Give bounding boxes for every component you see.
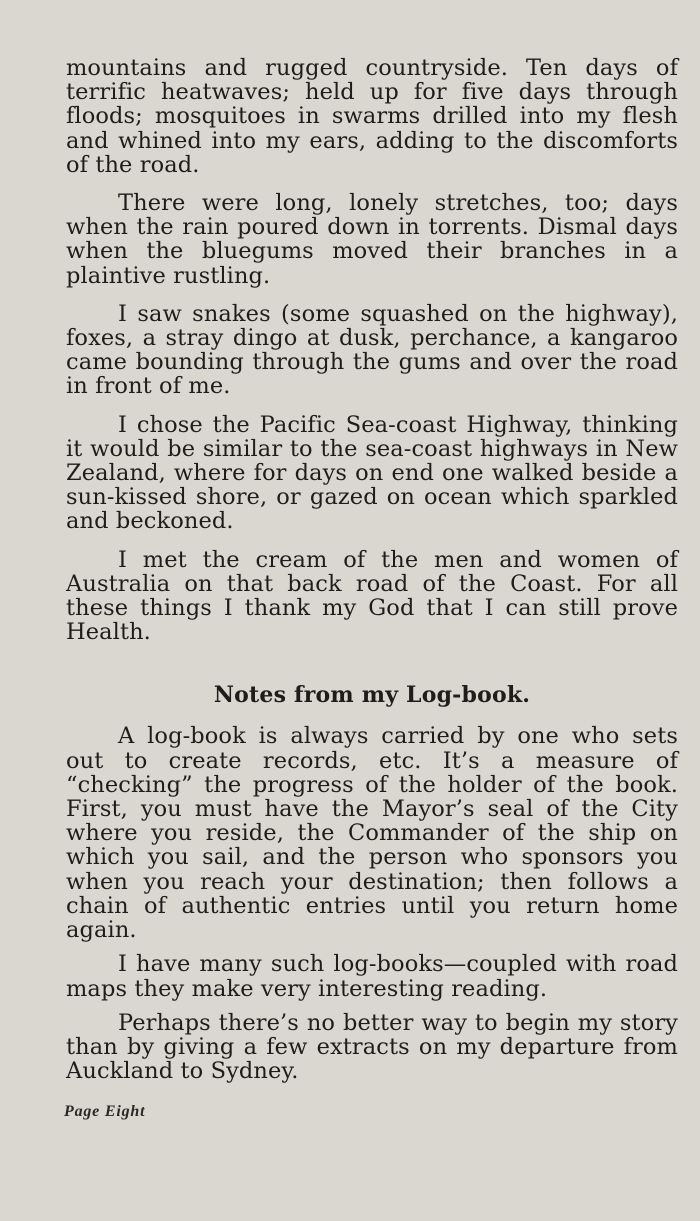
paragraph-highway-choice: I chose the Pacific Sea-coast Highway, thinking it would be similar to the sea-coast highways in New Zealand, where for days on end one walked beside a sun-kissed shore, or gazed on ocean which sparkled and beckoned. (66, 411, 678, 535)
paragraph-log-book-explanation: A log-book is always carried by one who sets out to create records, etc. It’s a measure of “checking” the progress of the holder of the book. First, you must have the Mayor’s seal of the City where you reside, the Commander of the ship on which you sail, and the person who sponsors you when you reach your destination; then follows a chain of authentic entries until you return home again. (66, 723, 678, 944)
paragraph-hardships: mountains and rugged countryside. Ten days of terrific heatwaves; held up for five days through floods; mosquitoes in swarms drilled into my flesh and whined into my ears, adding to the discomforts of the road. (66, 55, 678, 178)
paragraph-many-log-books: I have many such log-books—coupled with road maps they make very interesting reading. (66, 951, 678, 1002)
page-number-footer: Page Eight (64, 1103, 146, 1120)
paragraph-people-met: I met the cream of the men and women of Australia on that back road of the Coast. For all these things I thank my God that I can still prove Health. (66, 546, 678, 646)
section-heading: Notes from my Log-book. (213, 682, 531, 709)
paragraph-begin-story: Perhaps there’s no better way to begin my story than by giving a few extracts on my departure from Auckland to Sydney. (66, 1009, 678, 1085)
paragraph-lonely-stretches: There were long, lonely stretches, too; days when the rain poured down in torrents. Dismal days when the bluegums moved their branches in a plaintive rustling. (66, 190, 678, 289)
book-page-body (66, 56, 678, 1083)
paragraph-wildlife: I saw snakes (some squashed on the highway), foxes, a stray dingo at dusk, perchance, a kangaroo came bounding through the gums and over the road in front of me. (66, 300, 678, 400)
